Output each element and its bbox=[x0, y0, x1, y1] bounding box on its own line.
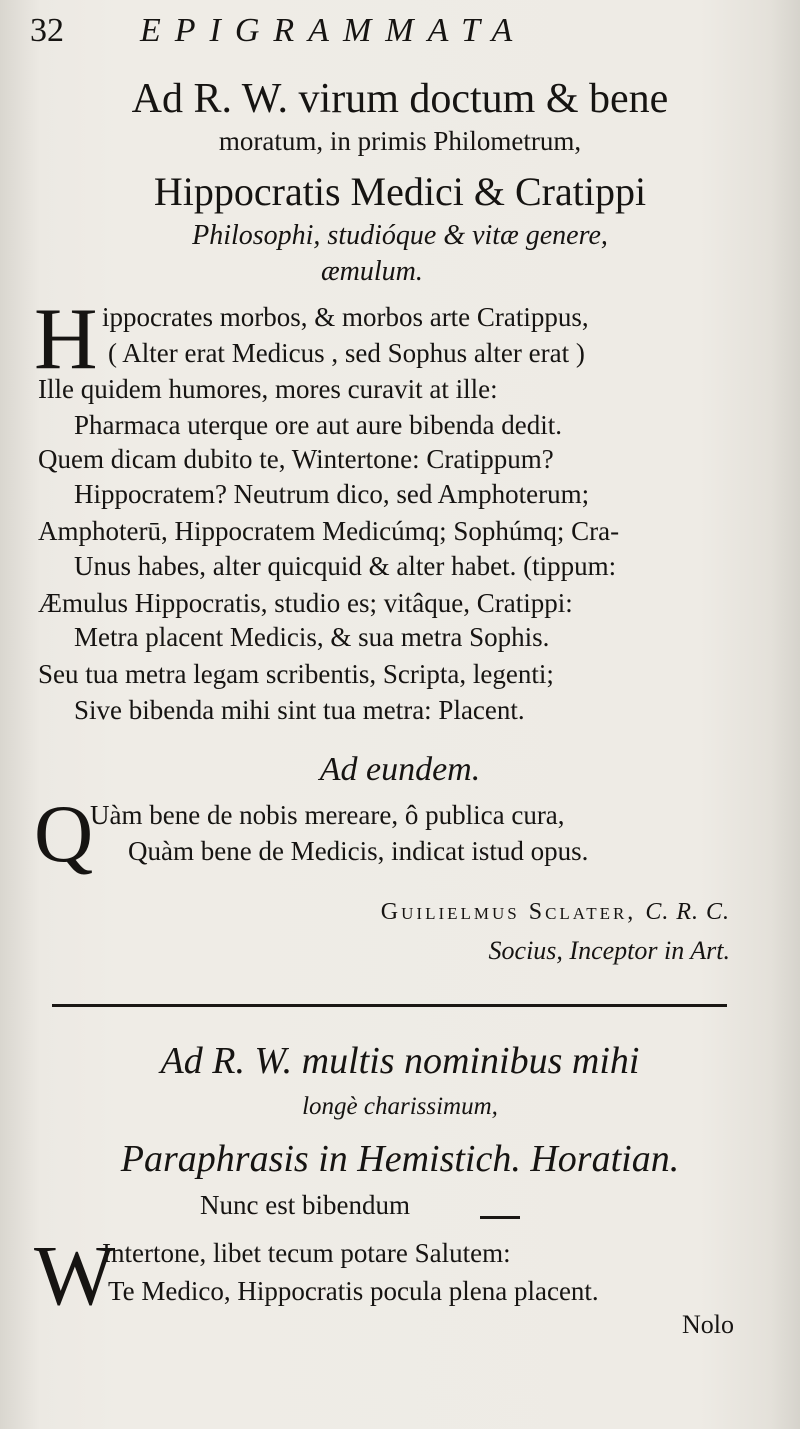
poem1-verse-7: Amphoterū, Hippocratem Medicúmq; Sophúmq; Cra- bbox=[38, 516, 620, 546]
poem1-title-line-1: Ad R. W. virum doctum & bene bbox=[131, 76, 669, 122]
poem3-title-line-4: Nunc est bibendum bbox=[200, 1190, 410, 1220]
poem3-dropcap: W bbox=[34, 1227, 116, 1323]
running-head bbox=[30, 14, 526, 48]
poem3-title-line-1: Ad R. W. multis nominibus mihi bbox=[160, 1040, 640, 1082]
poem2-title: Ad eundem. bbox=[319, 751, 481, 788]
poem2-verse-2: Quàm bene de Medicis, indicat istud opus. bbox=[128, 836, 589, 866]
signature-name: Guilielmus Sclater, bbox=[380, 899, 637, 925]
poem1-verse-11: Seu tua metra legam scribentis, Scripta, legenti; bbox=[38, 659, 554, 689]
poem1-title-line-4: Philosophi, studióque & vitæ genere, bbox=[192, 220, 608, 251]
poem3-verse-2: Te Medico, Hippocratis pocula plena placent. bbox=[108, 1276, 599, 1306]
signature-title: Socius, Inceptor in Art. bbox=[488, 936, 730, 965]
poem2-verse-1: Uàm bene de nobis mereare, ô publica cura, bbox=[90, 800, 565, 830]
poem1-verse-3: Ille quidem humores, mores curavit at ille: bbox=[38, 374, 498, 404]
poem2-dropcap: Q bbox=[34, 788, 94, 879]
poem1-title-line-2: moratum, in primis Philometrum, bbox=[218, 126, 582, 156]
poem1-verse-10: Metra placent Medicis, & sua metra Sophis. bbox=[74, 622, 550, 652]
poem1-dropcap: H bbox=[34, 291, 98, 388]
section-divider-rule bbox=[52, 1004, 727, 1007]
title-dash bbox=[480, 1216, 520, 1219]
poem3-title-line-2: longè charissimum, bbox=[302, 1093, 498, 1120]
poem1-verse-5: Quem dicam dubito te, Wintertone: Cratippum? bbox=[38, 444, 554, 474]
poem1-verse-9: Æmulus Hippocratis, studio es; vitâque, Cratippi: bbox=[38, 588, 573, 618]
poem1-title-line-3: Hippocratis Medici & Cratippi bbox=[153, 169, 647, 214]
poem3-verse-1: Intertone, libet tecum potare Salutem: bbox=[102, 1238, 511, 1268]
signature-degree: C. R. C. bbox=[645, 899, 730, 925]
poem1-verse-1: ippocrates morbos, & morbos arte Cratippus, bbox=[102, 302, 589, 332]
poem3-title-line-3: Paraphrasis in Hemistich. Horatian. bbox=[120, 1138, 680, 1180]
page-number: 32 bbox=[30, 12, 64, 49]
poem1-verse-12: Sive bibenda mihi sint tua metra: Placent. bbox=[74, 695, 525, 725]
signature-name-line bbox=[381, 900, 730, 924]
running-head-title: EPIGRAMMATA bbox=[140, 12, 527, 49]
poem1-verse-4: Pharmaca uterque ore aut aure bibenda dedit. bbox=[74, 410, 563, 440]
poem1-verse-6: Hippocratem? Neutrum dico, sed Amphoterum; bbox=[74, 479, 590, 509]
poem1-verse-2: ( Alter erat Medicus , sed Sophus alter erat ) bbox=[108, 338, 585, 368]
catchword: Nolo bbox=[682, 1310, 734, 1339]
poem1-title-line-5: æmulum. bbox=[321, 256, 423, 287]
poem1-verse-8: Unus habes, alter quicquid & alter habet. (tippum: bbox=[74, 551, 617, 581]
